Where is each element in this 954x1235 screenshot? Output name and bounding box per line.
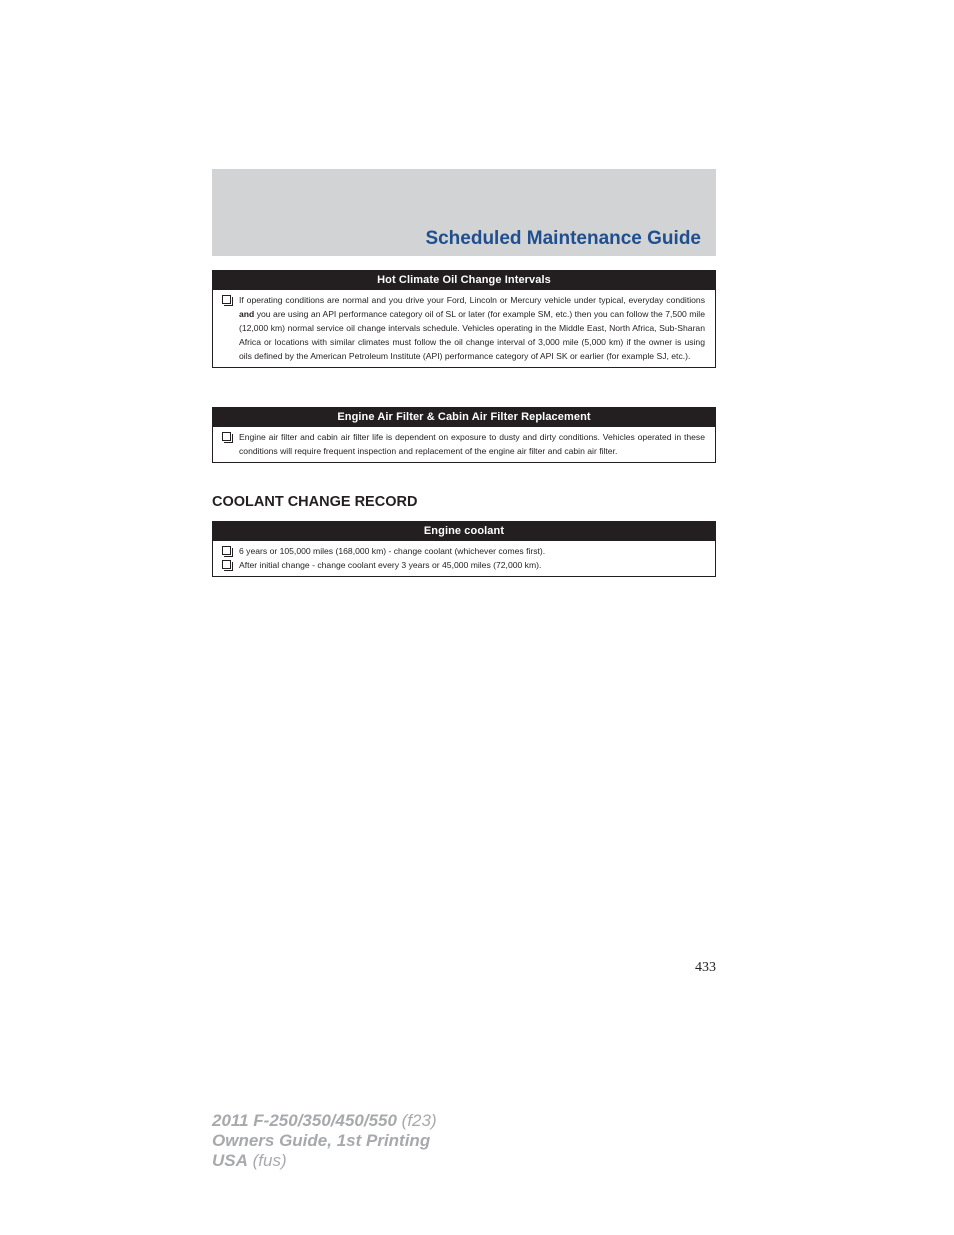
item-text: Engine air filter and cabin air filter life is dependent on exposure to dusty and dirty conditions. Vehicles operated in these conditions will require frequent inspection and replacement of the engine air filter and cabin air filter. [239, 432, 705, 456]
box-heading: Engine coolant [213, 522, 715, 541]
list-item [222, 293, 705, 363]
page-number: 433 [695, 960, 716, 975]
footer-model-code: (f23) [396, 1111, 437, 1130]
checkbox-icon[interactable] [222, 560, 231, 569]
checkbox-icon[interactable] [222, 432, 231, 441]
list-item [222, 544, 705, 558]
hot-climate-oil-box [212, 270, 716, 368]
footer-edition: Owners Guide, 1st Printing [212, 1131, 431, 1150]
checkbox-icon[interactable] [222, 295, 231, 304]
footer-market-code: (fus) [247, 1151, 287, 1170]
page-title: Scheduled Maintenance Guide [425, 228, 701, 249]
footer-market: USA [212, 1151, 248, 1170]
list-item [222, 558, 705, 572]
item-text: If operating conditions are normal and you drive your Ford, Lincoln or Mercury vehicle under typical, everyday conditions and you are using an API performance category oil of SL or later (for example SM, etc.) then you can follow the 7,500 mile (12,000 km) normal service oil change intervals schedule. Vehicles operating in the Middle East, North Africa, Sub-Sharan Africa or locations with similar climates must follow the oil change interval of 3,000 mile (5,000 km) if the owner is using oils defined by the American Petroleum Institute (API) performance category of API SK or earlier (for example SJ, etc.). [239, 295, 705, 361]
section-title: COOLANT CHANGE RECORD [212, 494, 418, 510]
engine-coolant-box [212, 521, 716, 577]
box-heading: Engine Air Filter & Cabin Air Filter Replacement [213, 408, 715, 427]
footer-imprint [212, 1111, 437, 1171]
item-text: 6 years or 105,000 miles (168,000 km) - change coolant (whichever comes first). [239, 546, 546, 556]
box-heading: Hot Climate Oil Change Intervals [213, 271, 715, 290]
item-text: After initial change - change coolant every 3 years or 45,000 miles (72,000 km). [239, 560, 542, 570]
footer-model: 2011 F-250/350/450/550 [212, 1111, 397, 1130]
list-item [222, 430, 705, 458]
header-band [212, 169, 716, 256]
checkbox-icon[interactable] [222, 546, 231, 555]
air-filter-box [212, 407, 716, 463]
